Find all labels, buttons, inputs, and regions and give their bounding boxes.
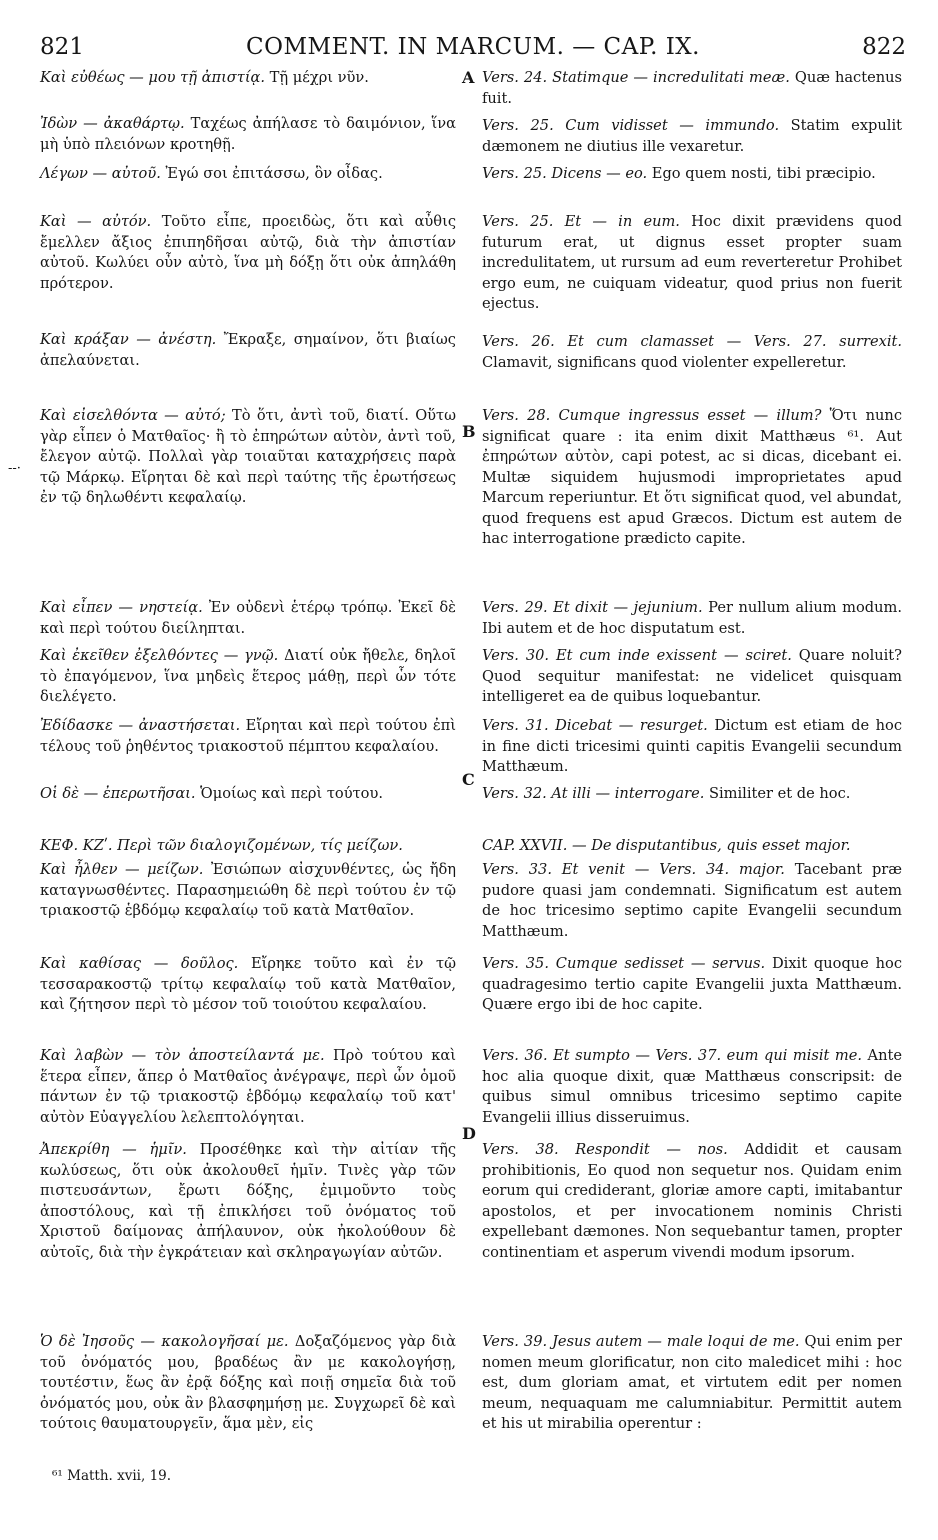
- commentary-text: Addidit et causam prohibitionis, Eo quod non sequetur nos. Quidam enim eorum qui crediderant, gloriæ amore capti, imitabantur apostolos, et per invocationem nominis Christi expellebant dæmones. Non sequebantur tamen, propter continentiam et asperum vivendi modum ipsorum.: [482, 1141, 902, 1261]
- page-number-right: 822: [862, 34, 906, 60]
- latin-paragraph: [482, 646, 902, 708]
- commentary-text: Τῇ μέχρι νῦν.: [265, 69, 369, 86]
- latin-paragraph: [482, 954, 902, 1016]
- lemma: Vers. 24. Statimque — incredulitati meæ.: [482, 69, 790, 86]
- page-number-left: 821: [40, 34, 84, 60]
- latin-paragraph: [482, 1140, 902, 1263]
- commentary-text: Ταχέως ἀπήλασε τὸ δαιμόνιον, ἵνα μὴ ὑπὸ πλειόνων κροτηθῇ.: [40, 115, 456, 153]
- latin-paragraph: [482, 116, 902, 157]
- greek-paragraph: [40, 1140, 456, 1263]
- lemma: Vers. 39. Jesus autem — male loqui de me.: [482, 1333, 800, 1350]
- commentary-text: Dixit quoque hoc quadragesimo tertio capite Evangelii juxta Matthæum. Quære ergo ibi de hoc capite.: [482, 955, 903, 1013]
- margin-tick: --·: [8, 461, 21, 476]
- commentary-text: Similiter et de hoc.: [704, 785, 851, 802]
- lemma: Καὶ ἐκεῖθεν ἐξελθόντες — γνῷ.: [40, 647, 279, 664]
- lemma: Καὶ λαβὼν — τὸν ἀποστείλαντά με.: [40, 1047, 325, 1064]
- latin-paragraph: [482, 598, 902, 639]
- greek-paragraph: [40, 1046, 456, 1128]
- commentary-text: Ὁμοίως καὶ περὶ τούτου.: [195, 785, 383, 802]
- greek-paragraph: [40, 1332, 456, 1435]
- latin-paragraph: [482, 1046, 902, 1128]
- footnote: ⁶¹ Matth. xvii, 19.: [52, 1468, 172, 1484]
- lemma: Vers. 38. Respondit — nos.: [482, 1141, 728, 1158]
- greek-paragraph: [40, 860, 456, 922]
- greek-paragraph: [40, 114, 456, 155]
- commentary-text: Ἐν οὐδενὶ ἑτέρῳ τρόπῳ. Ἐκεῖ δὲ καὶ περὶ τούτου διείληπται.: [40, 599, 456, 637]
- commentary-text: Dictum est etiam de hoc in fine dicti tricesimi quinti capitis Evangelii secundum Matthæum.: [482, 717, 903, 775]
- chapter-heading: [482, 836, 902, 857]
- greek-paragraph: [40, 646, 456, 708]
- lemma: Καὶ κράξαν — ἀνέστη.: [40, 331, 217, 348]
- lemma: Vers. 26. Et cum clamasset — Vers. 27. surrexit.: [482, 333, 902, 350]
- greek-paragraph: [40, 954, 456, 1016]
- commentary-text: Hoc dixit prævidens quod futurum erat, ut dignus esset propter suam incredulitatem, ut rursum ad eum reverteretur Prohibet ergo eum, ne cuiquam videatur, quod prius non fuerit ejectus.: [482, 213, 902, 312]
- latin-paragraph: [482, 164, 902, 185]
- lemma: Καὶ εὐθέως — μου τῇ ἀπιστίᾳ.: [40, 69, 266, 86]
- lemma: Vers. 28. Cumque ingressus esset — illum?: [482, 407, 822, 424]
- running-title: COMMENT. IN MARCUM. — CAP. IX.: [246, 34, 700, 60]
- commentary-text: Per nullum alium modum. Ibi autem et de hoc disputatum est.: [482, 599, 902, 637]
- margin-marker-c: C: [462, 770, 475, 789]
- lemma: Λέγων — αὐτοῦ.: [40, 165, 161, 182]
- commentary-text: Statim expulit dæmonem ne diutius ille vexaretur.: [482, 117, 902, 155]
- commentary-text: Quare noluit? Quod sequitur manifestat: ne videlicet quisquam intelligeret ea de quibus loquebantur.: [482, 647, 902, 705]
- margin-marker-b: B: [462, 422, 476, 441]
- greek-paragraph: [40, 598, 456, 639]
- margin-marker-a: A: [462, 68, 475, 87]
- latin-paragraph: [482, 212, 902, 315]
- commentary-text: Ἐσιώπων αἰσχυνθέντες, ὡς ἤδη καταγνωσθέντες. Παρασημειώθη δὲ περὶ τούτου ἐν τῷ τριακοστῷ ἑβδόμῳ κεφαλαίῳ τοῦ κατὰ Ματθαῖον.: [40, 861, 456, 919]
- lemma: Vers. 35. Cumque sedisset — servus.: [482, 955, 766, 972]
- commentary-text: Διατί οὐκ ἤθελε, δηλοῖ τὸ ἐπαγόμενον, ἵνα μηδεὶς ἕτερος μάθῃ, περὶ ὧν τότε διελέγετο.: [40, 647, 456, 705]
- greek-paragraph: [40, 68, 456, 89]
- commentary-text: Ἐγώ σοι ἐπιτάσσω, ὃν οἶδας.: [160, 165, 383, 182]
- lemma: Ἀπεκρίθη — ἡμῖν.: [40, 1141, 187, 1158]
- lemma: Καὶ ἦλθεν — μείζων.: [40, 861, 204, 878]
- greek-paragraph: [40, 784, 456, 805]
- lemma: Ἐδίδασκε — ἀναστήσεται.: [40, 717, 241, 734]
- lemma: ΚΕΦ. ΚΖʹ. Περὶ τῶν διαλογιζομένων, τίς μείζων.: [40, 837, 403, 854]
- lemma: Vers. 33. Et venit — Vers. 34. major.: [482, 861, 785, 878]
- lemma: Vers. 29. Et dixit — jejunium.: [482, 599, 703, 616]
- commentary-text: Πρὸ τούτου καὶ ἕτερα εἶπεν, ἅπερ ὁ Ματθαῖος ἀνέγραψε, περὶ ὧν ὁμοῦ πάντων ἐν τῷ τριακοστῷ ἑβδόμῳ κεφαλαίῳ τοῦ κατ' αὐτὸν Εὐαγγελίου λελεπτολόγηται.: [40, 1047, 456, 1126]
- commentary-text: Clamavit, significans quod violenter expelleretur.: [482, 353, 847, 371]
- latin-paragraph: [482, 332, 902, 373]
- commentary-text: Εἴρηκε τοῦτο καὶ ἐν τῷ τεσσαρακοστῷ τρίτῳ κεφαλαίῳ τοῦ κατὰ Ματθαῖον, καὶ ζήτησον περὶ τὸ μέσον τοῦ τοιούτου κεφαλαίου.: [40, 955, 456, 1013]
- greek-paragraph: [40, 406, 456, 509]
- greek-paragraph: [40, 716, 456, 757]
- lemma: Ἰδὼν — ἀκαθάρτῳ.: [40, 115, 185, 132]
- lemma: Vers. 31. Dicebat — resurget.: [482, 717, 708, 734]
- running-header: [40, 34, 906, 66]
- commentary-text: Qui enim per nomen meum glorificatur, non cito maledicet mihi : hoc est, dum gloriam amat, et virtutem edit per nomen meum, nequaquam me calumniabitur. Permittit autem et his ut mirabilia operentur :: [482, 1333, 902, 1432]
- greek-paragraph: [40, 330, 456, 371]
- lemma: Vers. 30. Et cum inde exissent — sciret.: [482, 647, 792, 664]
- lemma: Καὶ εἶπεν — νηστείᾳ.: [40, 599, 203, 616]
- lemma: Οἱ δὲ — ἐπερωτῆσαι.: [40, 785, 196, 802]
- latin-paragraph: [482, 68, 902, 109]
- commentary-text: Τοῦτο εἶπε, προειδὼς, ὅτι καὶ αὖθις ἔμελλεν ἄξιος ἐπιπηδῆσαι αὐτῷ, διὰ τὴν ἀπιστίαν αὐτοῦ. Κωλύει οὖν αὐτὸ, ἵνα μὴ δόξῃ ὅτι οὐκ ἀπηλάθη πρότερον.: [40, 213, 456, 292]
- commentary-text: Quæ hactenus fuit.: [482, 69, 903, 107]
- commentary-text: Ἔκραξε, σημαίνον, ὅτι βιαίως ἀπελαύνεται.: [40, 331, 456, 369]
- commentary-text: Ante hoc alia quoque dixit, quæ Matthæus conscripsit: de quibus simul omnibus tricesimo septimo capite Evangelii illius disseruimus.: [482, 1047, 902, 1126]
- latin-paragraph: [482, 784, 902, 805]
- latin-paragraph: [482, 860, 902, 942]
- latin-paragraph: [482, 406, 902, 550]
- lemma: Καὶ εἰσελθόντα — αὐτό;: [40, 407, 226, 424]
- lemma: Καὶ — αὐτόν.: [40, 213, 152, 230]
- commentary-text: Ὅτι nunc significat quare : ita enim dixit Matthæus ⁶¹. Aut ἐπηρώτων αὐτὸν, capi potest, ac si dicas, dicebant ei. Multæ siquidem hujusmodi improprietates apud Marcum reperiuntur. Et ὅτι significat quod, vel abundat, quod frequens est apud Græcos. Dictum est autem de hac interrogatione prædicto capite.: [482, 407, 902, 547]
- commentary-text: Προσέθηκε καὶ τὴν αἰτίαν τῆς κωλύσεως, ὅτι οὐκ ἀκολουθεῖ ἡμῖν. Τινὲς γὰρ τῶν πιστευσάντων, ἔρωτι δόξης, ἐμιμοῦντο τοὺς ἀποστόλους, καὶ τῇ ἐπικλήσει τοῦ ὀνόματος τοῦ Χριστοῦ δαίμονας ἀπήλαυνον, οὐκ ἠκολούθουν δὲ αὐτοῖς, διὰ τὴν ἐγκράτειαν καὶ σκληραγωγίαν αὐτῶν.: [40, 1141, 457, 1261]
- lemma: Vers. 36. Et sumpto — Vers. 37. eum qui misit me.: [482, 1047, 863, 1064]
- lemma: Ὁ δὲ Ἰησοῦς — κακολογῆσαί με.: [40, 1333, 289, 1350]
- commentary-text: Ego quem nosti, tibi præcipio.: [647, 165, 876, 182]
- commentary-text: Δοξαζόμενος γὰρ διὰ τοῦ ὀνόματός μου, βραδέως ἂν με κακολογήσῃ, τουτέστιν, ἕως ἂν ἐρᾷ δόξης καὶ ποιῇ σημεῖα διὰ τοῦ ὀνόματός μου, οὐκ ἂν βλασφημήσῃ με. Συγχωρεῖ δὲ καὶ τούτοις θαυματουργεῖν, ἅμα μὲν, εἰς: [40, 1333, 456, 1432]
- lemma: Vers. 25. Et — in eum.: [482, 213, 680, 230]
- lemma: Καὶ καθίσας — δοῦλος.: [40, 955, 239, 972]
- lemma: Vers. 32. At illi — interrogare.: [482, 785, 705, 802]
- latin-paragraph: [482, 716, 902, 778]
- commentary-text: Εἴρηται καὶ περὶ τούτου ἐπὶ τέλους τοῦ ῥηθέντος τριακοστοῦ πέμπτου κεφαλαίου.: [40, 717, 456, 755]
- commentary-text: Tacebant præ pudore quasi jam condemnati. Significatum est autem de hoc tricesimo septimo capite Evangelii secundum Matthæum.: [482, 861, 902, 940]
- lemma: CAP. XXVII. — De disputantibus, quis esset major.: [482, 837, 851, 854]
- lemma: Vers. 25. Dicens — eo.: [482, 165, 648, 182]
- greek-paragraph: [40, 164, 456, 185]
- lemma: Vers. 25. Cum vidisset — immundo.: [482, 117, 780, 134]
- margin-marker-d: D: [462, 1124, 476, 1143]
- greek-paragraph: [40, 212, 456, 294]
- commentary-text: Τὸ ὅτι, ἀντὶ τοῦ, διατί. Οὕτω γὰρ εἶπεν ὁ Ματθαῖος· ἢ τὸ ἐπηρώτων αὐτὸν, ἀντὶ τοῦ, ἔλεγον αὐτῷ. Πολλαὶ γὰρ τοιαῦται καταχρήσεις παρὰ τῷ Μάρκῳ. Εἴρηται δὲ καὶ περὶ ταύτης τῆς ἐρωτήσεως ἐν τῷ δηλωθέντι κεφαλαίῳ.: [40, 407, 457, 506]
- latin-paragraph: [482, 1332, 902, 1435]
- chapter-heading: [40, 836, 456, 857]
